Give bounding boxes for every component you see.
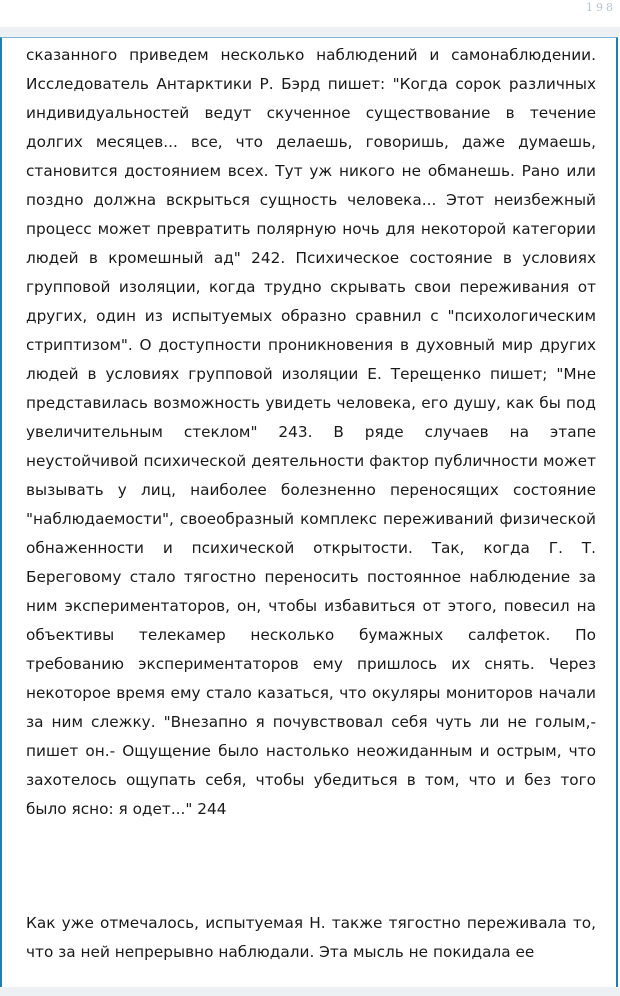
- top-margin-strip: [0, 27, 620, 37]
- page-content-frame: [0, 37, 618, 987]
- page-header: [0, 0, 620, 27]
- body-paragraph-1: сказанного приведем несколько наблюдений и самонаблюдении. Исследователь Антарктики Р. Бэрд пишет: "Когда сорок различных индивидуальностей ведут скученное существование в течение долгих месяцев... все, что делаешь, говоришь, даже думаешь, становится достоянием всех. Тут уж никого не обманешь. Рано или поздно должна вскрыться сущность человека... Этот неизбежный процесс может превратить полярную ночь для некоторой категории людей в кромешный ад" 242. Психическое состояние в условиях групповой изоляции, когда трудно скрывать свои переживания от других, один из испытуемых образно сравнил с "психологическим стриптизом". О доступности проникновения в духовный мир других людей в условиях групповой изоляции Е. Терещенко пишет; "Мне представилась возможность увидеть человека, его душу, как бы под увеличительным стеклом" 243. В ряде случаев на этапе неустойчивой психической деятельности фактор публичности может вызывать у лиц, наиболее болезненно переносящих состояние "наблюдаемости", своеобразный комплекс переживаний физической обнаженности и психической открытости. Так, когда Г. Т. Береговому стало тягостно переносить постоянное наблюдение за ним экспериментаторов, он, чтобы избавиться от этого, повесил на объективы телекамер несколько бумажных салфеток. По требованию экспериментаторов ему пришлось их снять. Через некоторое время ему стало казаться, что окуляры мониторов начали за ним слежку. "Внезапно я почувствовал себя чуть ли не голым,- пишет он.- Ощущение было настолько неожиданным и острым, что захотелось ощупать себя, чтобы убедиться в том, что и без того было ясно: я одет..." 244: [26, 46, 596, 818]
- bottom-margin-strip: [0, 987, 620, 996]
- body-paragraph-2: Как уже отмечалось, испытуемая Н. также тягостно переживала то, что за ней непрерывно наблюдали. Эта мысль не покидала ее: [26, 914, 596, 961]
- page-number: 198: [586, 1, 616, 14]
